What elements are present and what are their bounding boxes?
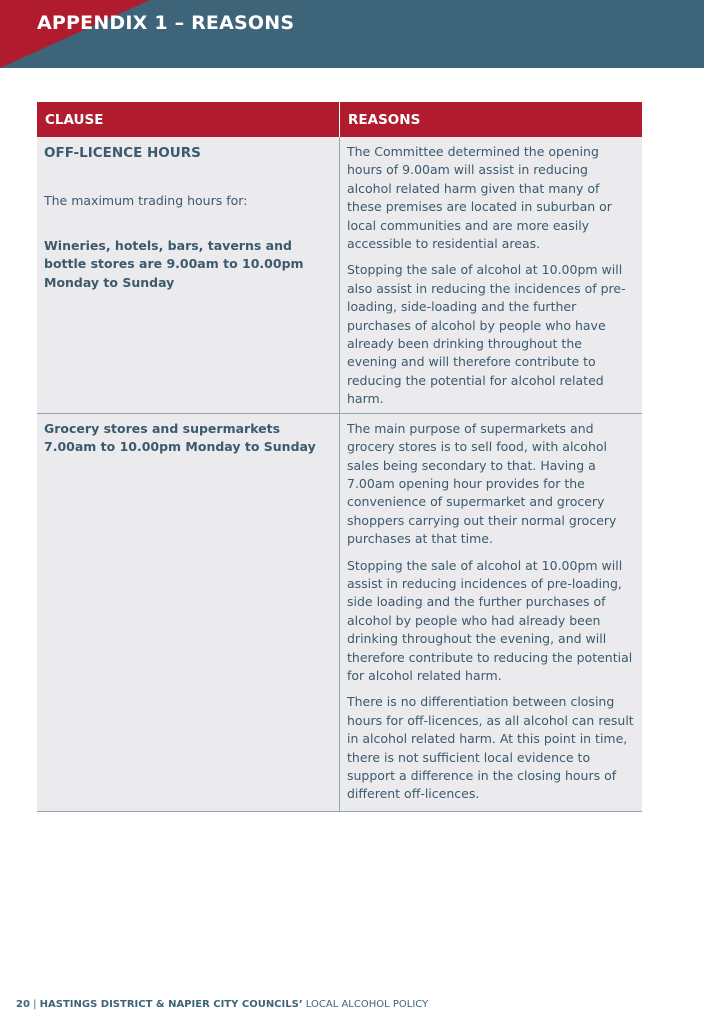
clause-text: The maximum trading hours for:: [44, 193, 248, 209]
reason-paragraph: Stopping the sale of alcohol at 10.00pm will assist in reducing incidences of pre-loading, side loading and the further purchases of alcohol by people who had already been drinking throughout the evening, and will therefore contribute to reducing the potential for alcohol related harm.: [347, 557, 633, 683]
clause-heading: OFF-LICENCE HOURS: [44, 145, 201, 161]
page-number: 20: [16, 999, 30, 1010]
footer-separator: |: [29, 999, 40, 1010]
column-header-reasons: REASONS: [340, 102, 643, 137]
footer-doc-title: LOCAL ALCOHOL POLICY: [302, 999, 429, 1010]
reason-paragraph: The Committee determined the opening hours of 9.00am will assist in reducing alcohol related harm given that many of these premises are located in suburban or local communities and are more easily accessible to residential areas.: [347, 144, 612, 252]
banner-accent-triangle: [0, 0, 150, 68]
reasons-cell: [340, 413, 643, 811]
reasons-cell: [340, 137, 643, 413]
clause-bold-text: Grocery stores and supermarkets 7.00am to 10.00pm Monday to Sunday: [44, 420, 316, 455]
column-header-clause: CLAUSE: [37, 102, 340, 137]
clause-cell: [37, 137, 340, 413]
table-header-row: [37, 102, 642, 137]
reason-paragraph: Stopping the sale of alcohol at 10.00pm will also assist in reducing the incidences of pre-loading, side-loading and the further purchases of alcohol by people who have already been drinking throughout the evening and will therefore contribute to reducing the potential for alcohol related harm.: [347, 262, 626, 407]
table-row: [37, 413, 642, 811]
reason-paragraph: The main purpose of supermarkets and grocery stores is to sell food, with alcohol sales being secondary to that. Having a 7.00am opening hour provides for the convenience of supermarket and grocery shoppers carrying out their normal grocery purchases at that time.: [347, 420, 617, 547]
reason-paragraph: There is no differentiation between closing hours for off-licences, as all alcohol can result in alcohol related harm. At this point in time, there is not sufficient local evidence to support a difference in the closing hours of different off-licences.: [347, 694, 634, 802]
footer-org: HASTINGS DISTRICT & NAPIER CITY COUNCILS’: [39, 999, 303, 1010]
table-row: [37, 137, 642, 413]
reasons-table: [37, 102, 642, 812]
clause-cell: [37, 413, 340, 811]
page-footer: [16, 999, 428, 1010]
header-banner: [0, 0, 704, 68]
clause-bold-text: Wineries, hotels, bars, taverns and bottle stores are 9.00am to 10.00pm Monday to Sunday: [44, 237, 304, 290]
page-title: APPENDIX 1 – REASONS: [37, 12, 295, 34]
